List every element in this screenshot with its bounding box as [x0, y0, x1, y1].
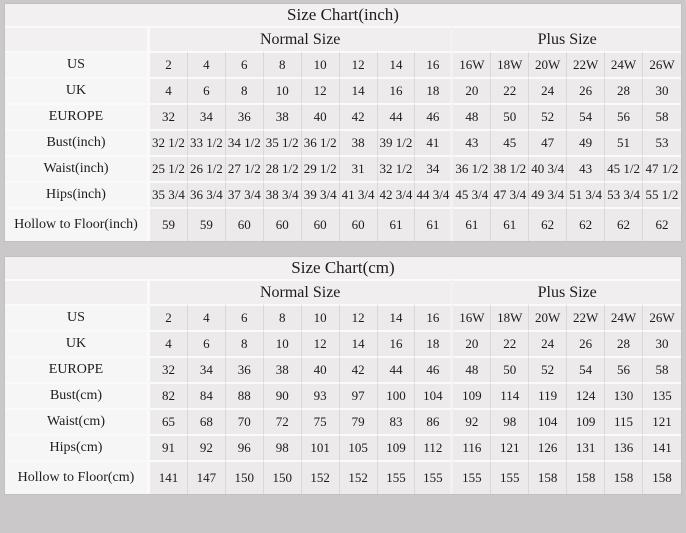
size-cell: 40 3/4	[529, 155, 567, 181]
size-cell: 26W	[643, 304, 681, 330]
size-cell: 22W	[567, 51, 605, 77]
size-cell: 109	[567, 408, 605, 434]
size-cell: 32 1/2	[150, 129, 188, 155]
size-cell: 14	[340, 330, 378, 356]
size-cell: 20	[453, 77, 491, 103]
size-cell: 155	[491, 460, 529, 494]
column-group-row	[5, 279, 681, 304]
size-cell: 46	[415, 356, 453, 382]
size-cell: 59	[188, 207, 226, 241]
size-cell: 45	[491, 129, 529, 155]
normal-size-header: Normal Size	[150, 26, 453, 51]
size-cell: 68	[188, 408, 226, 434]
size-cell: 47 1/2	[643, 155, 681, 181]
size-cell: 16	[378, 77, 416, 103]
size-cell: 14	[378, 304, 416, 330]
size-cell: 6	[188, 77, 226, 103]
size-cell: 28	[605, 330, 643, 356]
size-cell: 150	[264, 460, 302, 494]
row-label: Bust(cm)	[5, 382, 150, 408]
size-cell: 100	[378, 382, 416, 408]
size-cell: 121	[491, 434, 529, 460]
size-cell: 32	[150, 356, 188, 382]
size-cell: 42	[340, 103, 378, 129]
size-cell: 130	[605, 382, 643, 408]
size-cell: 24W	[605, 304, 643, 330]
size-cell: 38 1/2	[491, 155, 529, 181]
size-cell: 41	[415, 129, 453, 155]
row-label: US	[5, 51, 150, 77]
size-cell: 60	[302, 207, 340, 241]
size-cell: 48	[453, 103, 491, 129]
normal-size-header: Normal Size	[150, 279, 453, 304]
size-cell: 53	[643, 129, 681, 155]
row-label: Hollow to Floor(cm)	[5, 460, 150, 494]
size-cell: 20W	[529, 304, 567, 330]
size-cell: 32 1/2	[378, 155, 416, 181]
size-cell: 26	[567, 77, 605, 103]
size-cell: 28	[605, 77, 643, 103]
size-cell: 88	[226, 382, 264, 408]
size-cell: 16	[415, 304, 453, 330]
row-label: EUROPE	[5, 103, 150, 129]
size-cell: 24W	[605, 51, 643, 77]
row-label: US	[5, 304, 150, 330]
size-cell: 84	[188, 382, 226, 408]
table-row	[5, 330, 681, 356]
chart-title: Size Chart(cm)	[5, 257, 681, 279]
size-cell: 49 3/4	[529, 181, 567, 207]
size-cell: 50	[491, 356, 529, 382]
row-label: UK	[5, 77, 150, 103]
size-cell: 16W	[453, 304, 491, 330]
row-label: EUROPE	[5, 356, 150, 382]
size-cell: 52	[529, 356, 567, 382]
size-cell: 35 1/2	[264, 129, 302, 155]
size-cell: 6	[188, 330, 226, 356]
size-cell: 36	[226, 356, 264, 382]
row-label: Waist(cm)	[5, 408, 150, 434]
size-cell: 8	[264, 51, 302, 77]
table-row	[5, 181, 681, 207]
size-cell: 41 3/4	[340, 181, 378, 207]
size-cell: 33 1/2	[188, 129, 226, 155]
row-label: Waist(inch)	[5, 155, 150, 181]
size-cell: 47	[529, 129, 567, 155]
size-cell: 104	[529, 408, 567, 434]
size-cell: 54	[567, 103, 605, 129]
size-cell: 10	[264, 330, 302, 356]
size-cell: 12	[340, 51, 378, 77]
size-cell: 60	[226, 207, 264, 241]
size-cell: 98	[264, 434, 302, 460]
size-cell: 42	[340, 356, 378, 382]
size-cell: 83	[378, 408, 416, 434]
table-row	[5, 207, 681, 241]
size-cell: 48	[453, 356, 491, 382]
size-cell: 46	[415, 103, 453, 129]
size-cell: 40	[302, 103, 340, 129]
size-cell: 18	[415, 330, 453, 356]
size-cell: 101	[302, 434, 340, 460]
size-cell: 98	[491, 408, 529, 434]
table-row	[5, 129, 681, 155]
size-cell: 4	[150, 77, 188, 103]
size-cell: 96	[226, 434, 264, 460]
size-cell: 62	[643, 207, 681, 241]
size-cell: 55 1/2	[643, 181, 681, 207]
size-cell: 18	[415, 77, 453, 103]
size-cell: 61	[453, 207, 491, 241]
size-cell: 30	[643, 77, 681, 103]
size-cell: 22W	[567, 304, 605, 330]
size-cell: 62	[529, 207, 567, 241]
size-cell: 141	[150, 460, 188, 494]
size-cell: 39 1/2	[378, 129, 416, 155]
size-cell: 25 1/2	[150, 155, 188, 181]
size-cell: 49	[567, 129, 605, 155]
size-cell: 12	[302, 330, 340, 356]
size-cell: 90	[264, 382, 302, 408]
size-cell: 44 3/4	[415, 181, 453, 207]
size-cell: 27 1/2	[226, 155, 264, 181]
size-cell: 54	[567, 356, 605, 382]
row-label: Hips(cm)	[5, 434, 150, 460]
size-cell: 38	[340, 129, 378, 155]
size-cell: 53 3/4	[605, 181, 643, 207]
corner-cell	[5, 26, 150, 51]
table-row	[5, 460, 681, 494]
size-cell: 14	[340, 77, 378, 103]
table-row	[5, 77, 681, 103]
size-cell: 155	[453, 460, 491, 494]
size-cell: 24	[529, 330, 567, 356]
row-label: Bust(inch)	[5, 129, 150, 155]
size-cell: 135	[643, 382, 681, 408]
size-cell: 116	[453, 434, 491, 460]
size-cell: 30	[643, 330, 681, 356]
size-cell: 45 1/2	[605, 155, 643, 181]
size-cell: 35 3/4	[150, 181, 188, 207]
row-label: UK	[5, 330, 150, 356]
size-cell: 16	[378, 330, 416, 356]
size-cell: 29 1/2	[302, 155, 340, 181]
size-cell: 10	[302, 51, 340, 77]
size-cell: 58	[643, 103, 681, 129]
size-cell: 8	[226, 77, 264, 103]
size-cell: 22	[491, 330, 529, 356]
size-cell: 18W	[491, 304, 529, 330]
table-row	[5, 434, 681, 460]
size-cell: 61	[378, 207, 416, 241]
size-cell: 36 1/2	[302, 129, 340, 155]
size-cell: 12	[340, 304, 378, 330]
size-cell: 155	[415, 460, 453, 494]
table-row	[5, 103, 681, 129]
size-cell: 26	[567, 330, 605, 356]
size-cell: 31	[340, 155, 378, 181]
size-cell: 34	[415, 155, 453, 181]
size-cell: 59	[150, 207, 188, 241]
size-cell: 34	[188, 356, 226, 382]
size-cell: 158	[643, 460, 681, 494]
size-cell: 38 3/4	[264, 181, 302, 207]
size-cell: 24	[529, 77, 567, 103]
size-cell: 109	[378, 434, 416, 460]
size-cell: 62	[605, 207, 643, 241]
size-cell: 26W	[643, 51, 681, 77]
size-cell: 36 1/2	[453, 155, 491, 181]
size-cell: 141	[643, 434, 681, 460]
size-cell: 2	[150, 51, 188, 77]
size-cell: 119	[529, 382, 567, 408]
size-cell: 36	[226, 103, 264, 129]
row-label: Hollow to Floor(inch)	[5, 207, 150, 241]
plus-size-header: Plus Size	[453, 279, 681, 304]
size-cell: 136	[605, 434, 643, 460]
size-cell: 56	[605, 103, 643, 129]
size-cell: 65	[150, 408, 188, 434]
size-cell: 36 3/4	[188, 181, 226, 207]
size-cell: 56	[605, 356, 643, 382]
size-cell: 44	[378, 356, 416, 382]
size-cell: 8	[264, 304, 302, 330]
size-cell: 70	[226, 408, 264, 434]
size-cell: 105	[340, 434, 378, 460]
size-cell: 34	[188, 103, 226, 129]
table-row	[5, 304, 681, 330]
size-cell: 52	[529, 103, 567, 129]
size-cell: 38	[264, 356, 302, 382]
size-cell: 4	[150, 330, 188, 356]
size-cell: 18W	[491, 51, 529, 77]
size-cell: 147	[188, 460, 226, 494]
size-cell: 131	[567, 434, 605, 460]
size-cell: 82	[150, 382, 188, 408]
table-row	[5, 356, 681, 382]
size-cell: 20W	[529, 51, 567, 77]
table-row	[5, 382, 681, 408]
column-group-row	[5, 26, 681, 51]
size-cell: 158	[529, 460, 567, 494]
size-cell: 12	[302, 77, 340, 103]
size-cell: 4	[188, 51, 226, 77]
size-cell: 32	[150, 103, 188, 129]
table-row	[5, 408, 681, 434]
plus-size-header: Plus Size	[453, 26, 681, 51]
size-cell: 126	[529, 434, 567, 460]
size-cell: 60	[340, 207, 378, 241]
size-cell: 45 3/4	[453, 181, 491, 207]
size-cell: 42 3/4	[378, 181, 416, 207]
size-cell: 14	[378, 51, 416, 77]
table-title-row	[5, 257, 681, 279]
size-cell: 91	[150, 434, 188, 460]
size-cell: 109	[453, 382, 491, 408]
size-cell: 44	[378, 103, 416, 129]
size-cell: 10	[264, 77, 302, 103]
size-cell: 150	[226, 460, 264, 494]
size-cell: 152	[340, 460, 378, 494]
size-cell: 2	[150, 304, 188, 330]
size-cell: 61	[415, 207, 453, 241]
size-cell: 97	[340, 382, 378, 408]
size-cell: 75	[302, 408, 340, 434]
size-cell: 47 3/4	[491, 181, 529, 207]
size-cell: 16	[415, 51, 453, 77]
size-cell: 40	[302, 356, 340, 382]
size-cell: 58	[643, 356, 681, 382]
size-cell: 61	[491, 207, 529, 241]
size-cell: 93	[302, 382, 340, 408]
size-cell: 115	[605, 408, 643, 434]
size-cell: 6	[226, 51, 264, 77]
row-label: Hips(inch)	[5, 181, 150, 207]
table-row	[5, 51, 681, 77]
size-cell: 39 3/4	[302, 181, 340, 207]
size-cell: 92	[453, 408, 491, 434]
size-cell: 158	[605, 460, 643, 494]
size-cell: 16W	[453, 51, 491, 77]
size-cell: 10	[302, 304, 340, 330]
table-title-row	[5, 4, 681, 26]
size-cell: 114	[491, 382, 529, 408]
size-cell: 26 1/2	[188, 155, 226, 181]
size-cell: 22	[491, 77, 529, 103]
size-cell: 6	[226, 304, 264, 330]
size-cell: 121	[643, 408, 681, 434]
size-cell: 50	[491, 103, 529, 129]
size-cell: 152	[302, 460, 340, 494]
size-cell: 158	[567, 460, 605, 494]
size-chart-cm-table	[4, 256, 682, 495]
size-cell: 79	[340, 408, 378, 434]
size-cell: 92	[188, 434, 226, 460]
size-cell: 43	[453, 129, 491, 155]
size-cell: 155	[378, 460, 416, 494]
size-cell: 51 3/4	[567, 181, 605, 207]
size-cell: 34 1/2	[226, 129, 264, 155]
size-cell: 20	[453, 330, 491, 356]
size-cell: 38	[264, 103, 302, 129]
table-row	[5, 155, 681, 181]
size-cell: 8	[226, 330, 264, 356]
size-cell: 37 3/4	[226, 181, 264, 207]
size-cell: 51	[605, 129, 643, 155]
size-cell: 124	[567, 382, 605, 408]
size-cell: 62	[567, 207, 605, 241]
size-cell: 112	[415, 434, 453, 460]
size-chart-inch-table	[4, 3, 682, 242]
chart-title: Size Chart(inch)	[5, 4, 681, 26]
size-cell: 4	[188, 304, 226, 330]
corner-cell	[5, 279, 150, 304]
size-cell: 72	[264, 408, 302, 434]
size-cell: 104	[415, 382, 453, 408]
size-cell: 43	[567, 155, 605, 181]
size-cell: 86	[415, 408, 453, 434]
size-cell: 60	[264, 207, 302, 241]
size-cell: 28 1/2	[264, 155, 302, 181]
